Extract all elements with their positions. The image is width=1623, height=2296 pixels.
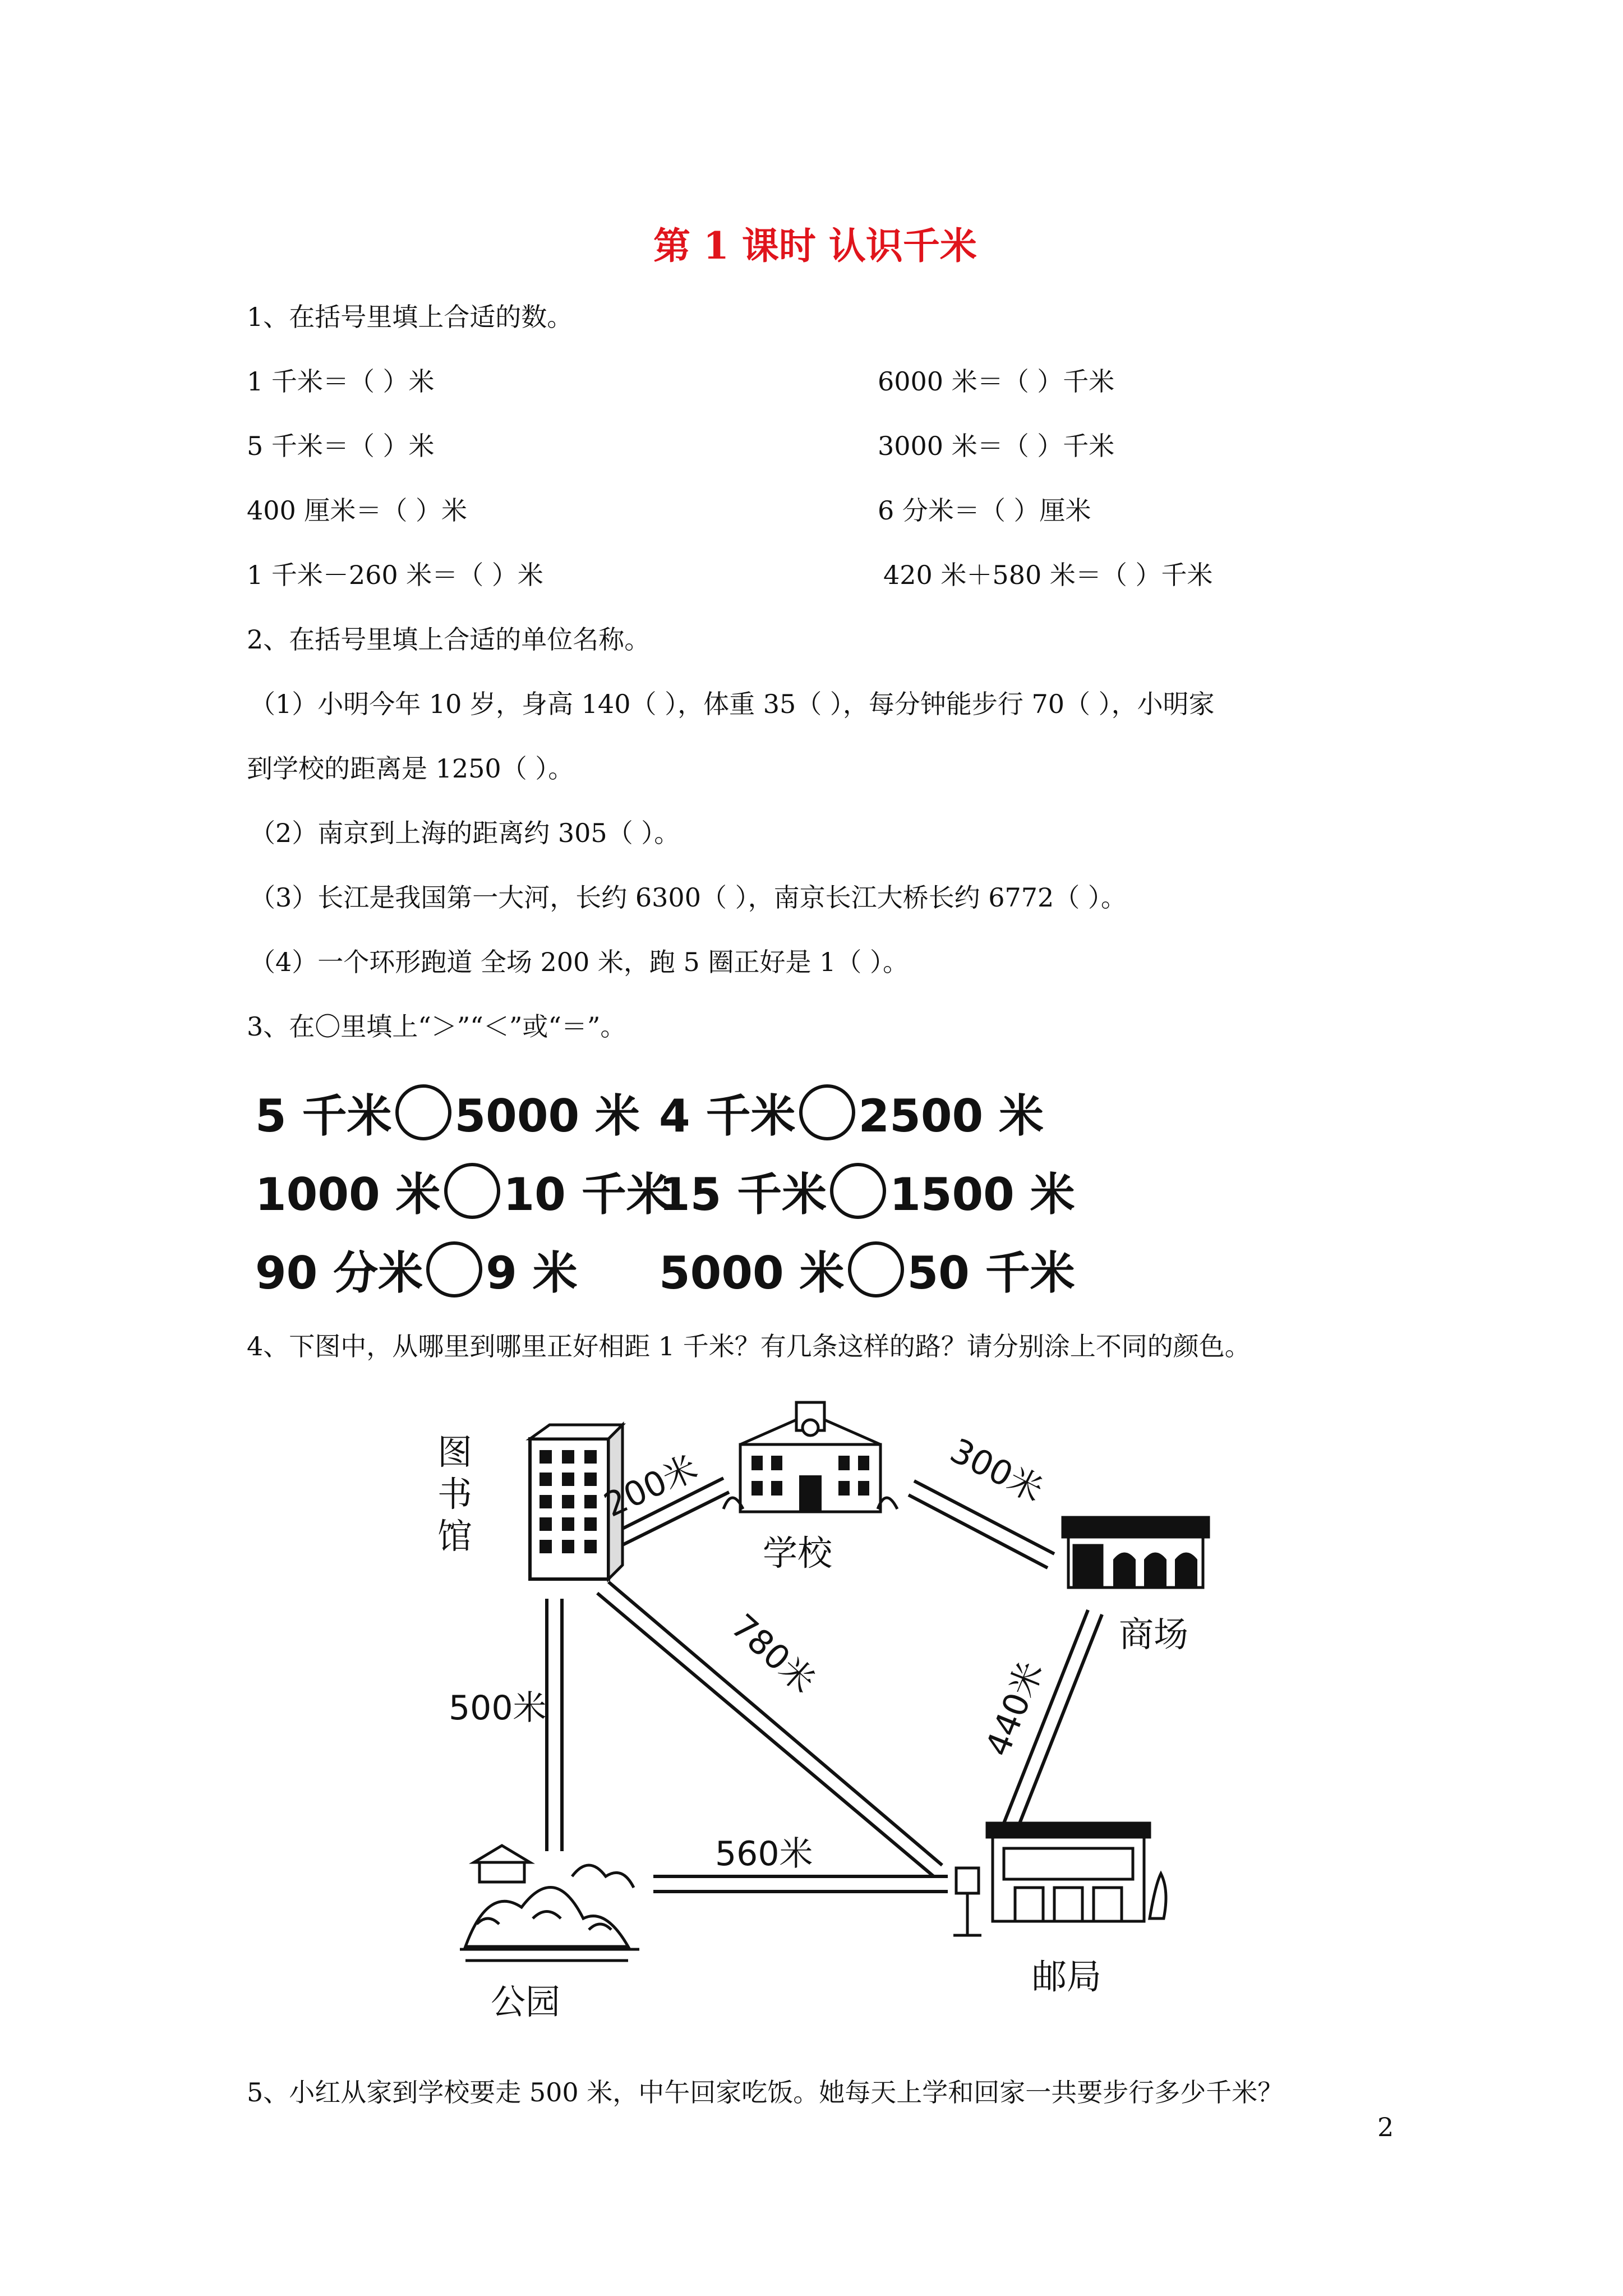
mall-label: 商场	[1119, 1614, 1189, 1655]
q1-row1-left: 1 千米＝（ ）米	[247, 366, 435, 397]
q1-row3-right: 6 分米＝（ ）厘米	[878, 495, 1091, 526]
compare-left: 90 分米	[255, 1247, 423, 1299]
q2-item1-line1: （1）小明今年 10 岁，身高 140（ ），体重 35（ ），每分钟能步行 70（ ），小明家	[250, 689, 1215, 719]
library-label-char: 图	[437, 1432, 473, 1473]
q2-item4: （4）一个环形跑道 全场 200 米，跑 5 圈正好是 1（ ）。	[250, 947, 909, 977]
post-office-label: 邮局	[1032, 1956, 1102, 1997]
q1-row2-left: 5 千米＝（ ）米	[247, 431, 435, 461]
library-label-char: 馆	[437, 1516, 473, 1557]
distance-label-mall-post: 440米	[978, 1656, 1052, 1762]
compare-right: 1500 米	[889, 1168, 1075, 1221]
compare-left: 5000 米	[659, 1247, 845, 1299]
q1-row2-right: 3000 米＝（ ）千米	[878, 431, 1115, 461]
compare-right: 2500 米	[858, 1090, 1044, 1142]
post-office-building-icon	[953, 1823, 1166, 1935]
compare-left: 4 千米	[659, 1090, 796, 1142]
compare-left: 1000 米	[255, 1168, 441, 1221]
distance-label-school-mall: 300米	[944, 1430, 1049, 1511]
q1-row4-right: 420 米＋580 米＝（ ）千米	[883, 560, 1213, 590]
page-title: 第 1 课时 认识千米	[653, 224, 977, 268]
distance-label-library-park: 500米	[449, 1688, 547, 1728]
compare-right: 9 米	[486, 1247, 578, 1299]
q2-prompt: 2、在括号里填上合适的单位名称。	[247, 624, 651, 655]
compare-right: 50 千米	[907, 1247, 1075, 1299]
school-building-icon	[723, 1402, 897, 1512]
park-scene-icon	[460, 1846, 639, 1961]
q1-row3-left: 400 厘米＝（ ）米	[247, 495, 468, 526]
mall-building-icon	[1063, 1517, 1209, 1588]
q2-item3: （3）长江是我国第一大河，长约 6300（ ），南京长江大桥长约 6772（ ）。	[250, 882, 1127, 913]
page-number: 2	[1377, 2112, 1394, 2142]
compare-left: 5 千米	[255, 1090, 392, 1142]
q2-item1-line2: 到学校的距离是 1250（ ）。	[247, 753, 574, 784]
compare-right: 10 千米	[503, 1168, 671, 1221]
compare-right: 5000 米	[454, 1090, 640, 1142]
compare-left: 15 千米	[659, 1168, 827, 1221]
q2-item2: （2）南京到上海的距离约 305（ ）。	[250, 818, 680, 848]
school-label: 学校	[763, 1533, 833, 1573]
library-label-char: 书	[437, 1474, 473, 1515]
distance-label-library-school: 200米	[598, 1448, 704, 1525]
road-library-post	[608, 1582, 942, 1865]
q1-row1-right: 6000 米＝（ ）千米	[878, 366, 1115, 397]
distance-label-park-post: 560米	[715, 1834, 813, 1874]
q1-row4-left: 1 千米－260 米＝（ ）米	[247, 560, 543, 590]
q3-prompt: 3、在〇里填上“＞”“＜”或“＝”。	[247, 1011, 626, 1042]
q5-prompt: 5、小红从家到学校要走 500 米，中午回家吃饭。她每天上学和回家一共要步行多少千米？	[247, 2077, 1284, 2108]
park-label: 公园	[491, 1981, 561, 2022]
distance-label-library-post: 780米	[723, 1607, 823, 1701]
q4-prompt: 4、下图中，从哪里到哪里正好相距 1 千米？有几条这样的路？请分别涂上不同的颜色。	[247, 1331, 1251, 1361]
q1-prompt: 1、在括号里填上合适的数。	[247, 302, 573, 332]
